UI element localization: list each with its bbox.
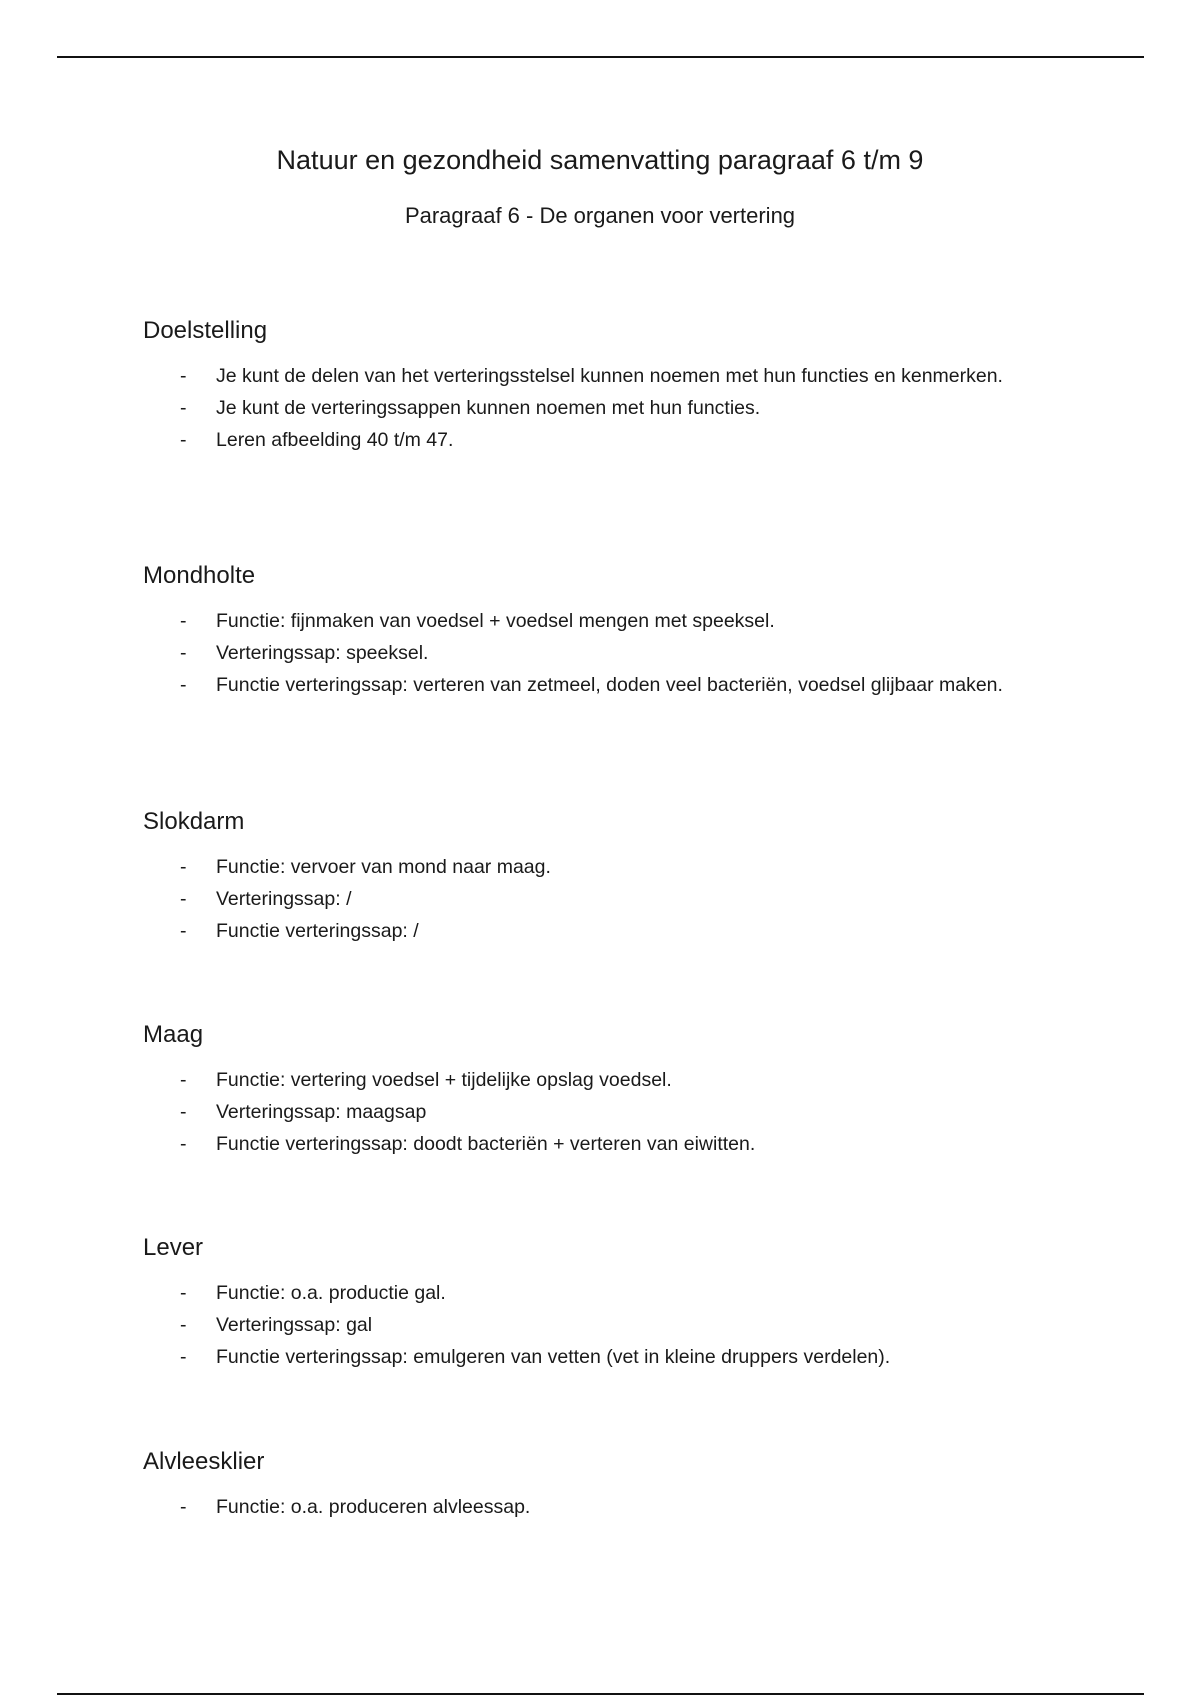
page-subtitle: Paragraaf 6 - De organen voor vertering: [404, 203, 796, 228]
list-item: [143, 883, 1043, 915]
bullet-list: [143, 1491, 1043, 1523]
bullet-dash: -: [180, 365, 187, 387]
list-item: [143, 669, 1043, 701]
bullet-dash: -: [180, 888, 187, 910]
section-heading: Mondholte: [143, 562, 256, 589]
section-heading: Maag: [143, 1021, 204, 1048]
list-item-text: Functie: o.a. produceren alvleessap.: [216, 1496, 531, 1518]
list-item: [143, 915, 1043, 947]
bullet-dash: -: [180, 674, 187, 696]
section-alvleesklier: [143, 1447, 1043, 1523]
bullet-dash: -: [180, 1346, 187, 1368]
list-item-text: Functie: vertering voedsel + tijdelijke opslag voedsel.: [216, 1069, 672, 1091]
bullet-dash: -: [180, 429, 187, 451]
section-slokdarm: [143, 807, 1043, 947]
list-item: [143, 424, 1043, 456]
list-item: [143, 605, 1043, 637]
header-rule: [57, 56, 1144, 58]
list-item: [143, 392, 1043, 424]
list-item: [143, 1096, 1043, 1128]
section-maag: [143, 1020, 1043, 1160]
section-heading: Doelstelling: [143, 317, 268, 344]
bullet-dash: -: [180, 1069, 187, 1091]
bullet-list: [143, 360, 1043, 456]
list-item: [143, 1341, 1043, 1373]
bullet-list: [143, 605, 1043, 701]
list-item-text: Functie: fijnmaken van voedsel + voedsel mengen met speeksel.: [216, 610, 775, 632]
list-item-text: Verteringssap: maagsap: [216, 1101, 427, 1123]
list-item-text: Functie verteringssap: doodt bacteriën + verteren van eiwitten.: [216, 1133, 756, 1155]
list-item-text: Functie verteringssap: emulgeren van vetten (vet in kleine druppers verdelen).: [216, 1346, 891, 1368]
bullet-dash: -: [180, 856, 187, 878]
bullet-dash: -: [180, 1314, 187, 1336]
list-item: [143, 637, 1043, 669]
list-item-text: Functie verteringssap: verteren van zetmeel, doden veel bacteriën, voedsel glijbaar maken.: [216, 674, 1003, 696]
list-item-text: Je kunt de delen van het verteringsstelsel kunnen noemen met hun functies en kenmerken.: [216, 365, 1003, 387]
bullet-dash: -: [180, 642, 187, 664]
footer-rule: [57, 1693, 1144, 1695]
page-title: Natuur en gezondheid samenvatting paragraaf 6 t/m 9: [276, 145, 924, 175]
section-doelstelling: [143, 316, 1043, 456]
list-item: [143, 1064, 1043, 1096]
list-item: [143, 851, 1043, 883]
list-item: [143, 1277, 1043, 1309]
list-item-text: Je kunt de verteringssappen kunnen noemen met hun functies.: [216, 397, 761, 419]
bullet-list: [143, 1064, 1043, 1160]
list-item-text: Leren afbeelding 40 t/m 47.: [216, 429, 454, 451]
list-item-text: Verteringssap: gal: [216, 1314, 373, 1336]
section-heading: Alvleesklier: [143, 1448, 265, 1475]
bullet-dash: -: [180, 397, 187, 419]
list-item: [143, 360, 1043, 392]
list-item-text: Functie: o.a. productie gal.: [216, 1282, 446, 1304]
list-item-text: Functie verteringssap: /: [216, 920, 419, 942]
section-heading: Slokdarm: [143, 808, 245, 835]
list-item: [143, 1309, 1043, 1341]
bullet-dash: -: [180, 1496, 187, 1518]
bullet-dash: -: [180, 610, 187, 632]
list-item: [143, 1128, 1043, 1160]
bullet-list: [143, 851, 1043, 947]
section-mondholte: [143, 561, 1043, 701]
bullet-dash: -: [180, 920, 187, 942]
list-item-text: Verteringssap: speeksel.: [216, 642, 429, 664]
list-item: [143, 1491, 1043, 1523]
bullet-dash: -: [180, 1133, 187, 1155]
list-item-text: Verteringssap: /: [216, 888, 352, 910]
section-lever: [143, 1233, 1043, 1373]
section-heading: Lever: [143, 1234, 204, 1261]
bullet-dash: -: [180, 1282, 187, 1304]
list-item-text: Functie: vervoer van mond naar maag.: [216, 856, 551, 878]
bullet-list: [143, 1277, 1043, 1373]
bullet-dash: -: [180, 1101, 187, 1123]
